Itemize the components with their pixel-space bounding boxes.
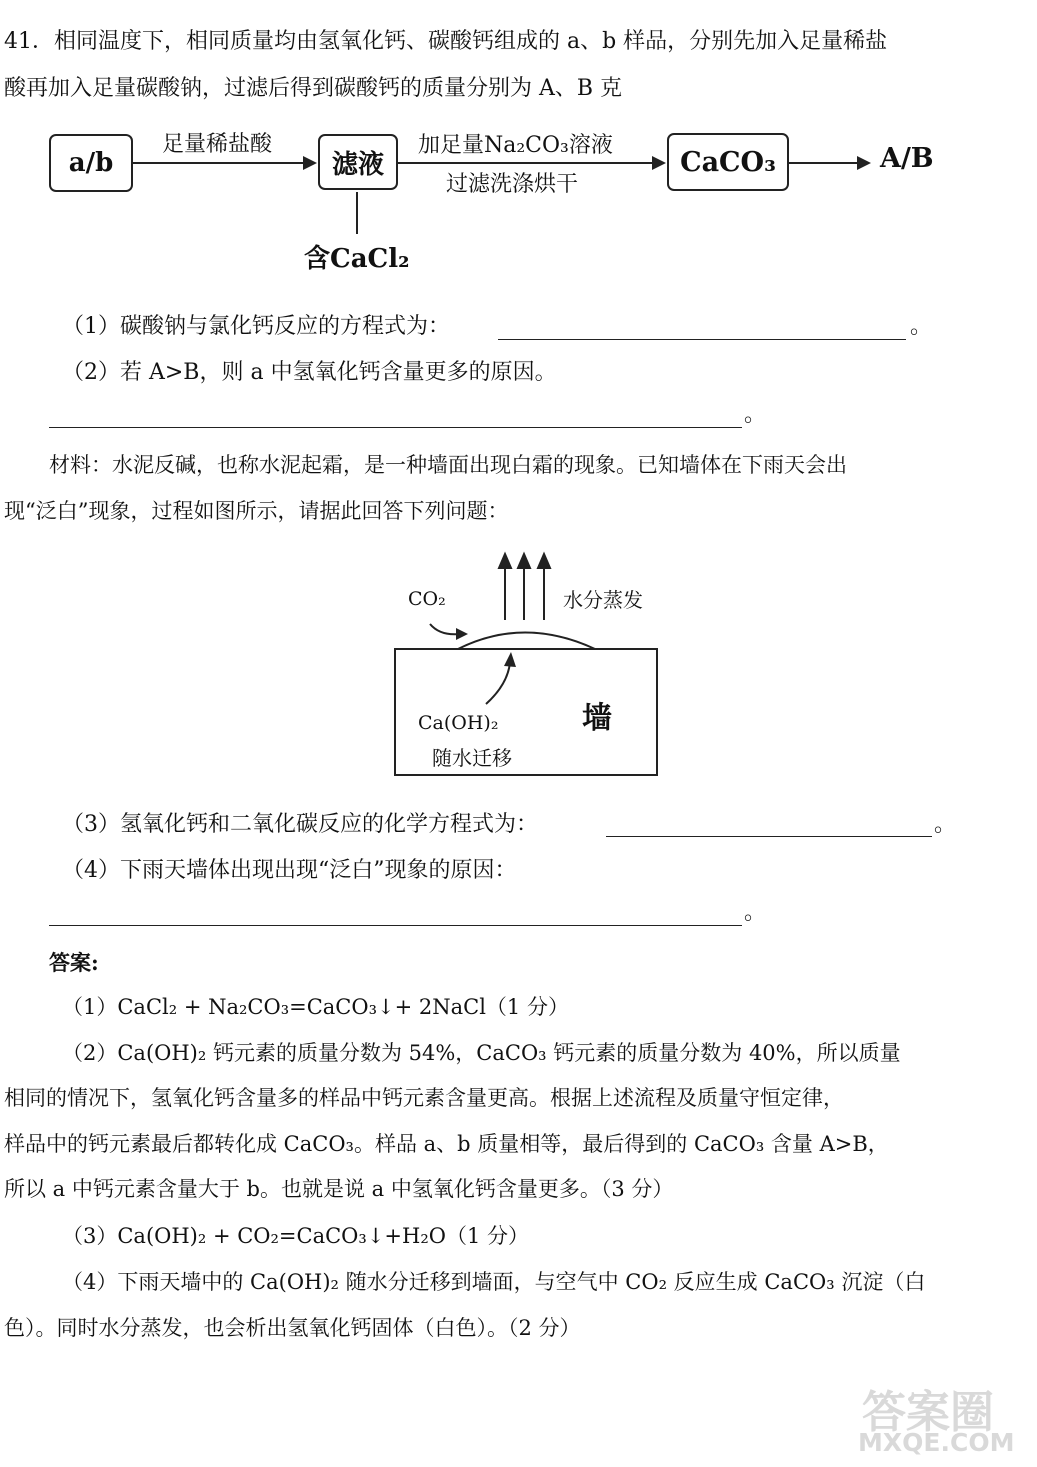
flow-arrow-2-label-top: 加足量Na₂CO₃溶液: [418, 133, 613, 158]
sub-question-3-end: 。: [934, 812, 957, 837]
watermark-url: MXQE.COM: [858, 1428, 1015, 1457]
answer-heading: 答案:: [49, 950, 99, 975]
co2-label: CO₂: [408, 588, 446, 610]
watermark-logo: 答案圈: [862, 1387, 994, 1438]
answer-blank-2[interactable]: [49, 427, 742, 428]
sub-question-3: （3）氢氧化钙和二氧化碳反应的化学方程式为：: [62, 812, 538, 837]
wall-label: 墙: [582, 701, 612, 736]
flow-arrow-2-head: [652, 156, 666, 170]
answer-2-line-2: 相同的情况下，氢氧化钙含量多的样品中钙元素含量更高。根据上述流程及质量守恒定律，: [4, 1086, 844, 1110]
answer-4-line-1: （4）下雨天墙中的 Ca(OH)₂ 随水分迁移到墙面，与空气中 CO₂ 反应生成 CaCO₃ 沉淀（白: [62, 1270, 926, 1294]
sub-question-4: （4）下雨天墙体出现出现“泛白”现象的原因：: [62, 858, 517, 883]
flow-arrow-3-head: [857, 156, 871, 170]
answer-blank-3[interactable]: [606, 836, 932, 837]
answer-2-line-1: （2）Ca(OH)₂ 钙元素的质量分数为 54%，CaCO₃ 钙元素的质量分数为 40%，所以质量: [62, 1041, 901, 1065]
sub-question-1: （1）碳酸钠与氯化钙反应的方程式为：: [62, 314, 450, 339]
question-line-1: 41．相同温度下，相同质量均由氢氧化钙、碳酸钙组成的 a、b 样品，分别先加入足量稀盐: [4, 29, 888, 54]
flow-box-sample: a/b: [49, 134, 133, 192]
sub-question-2: （2）若 A>B，则 a 中氢氧化钙含量更多的原因。: [62, 360, 557, 385]
flow-result: A/B: [880, 143, 934, 174]
answer-blank-4[interactable]: [49, 925, 742, 926]
migrate-label: 随水迁移: [432, 746, 512, 770]
flow-arrow-2: [398, 162, 652, 164]
flow-box-caco3: CaCO₃: [667, 133, 789, 191]
flow-box-filtrate: 滤液: [318, 134, 398, 190]
answer-blank-1[interactable]: [498, 339, 906, 340]
material-line-1: 材料：水泥反碱，也称水泥起霜，是一种墙面出现白霜的现象。已知墙体在下雨天会出: [49, 453, 847, 477]
sub-question-2-end: 。: [744, 402, 767, 427]
caoh2-label: Ca(OH)₂: [418, 712, 499, 734]
flow-arrow-2-label-bottom: 过滤洗涤烘干: [446, 172, 579, 197]
flow-arrow-3: [789, 162, 857, 164]
sub-question-4-end: 。: [744, 900, 767, 925]
flow-branch-label: 含CaCl₂: [304, 244, 410, 274]
flow-arrow-1-label: 足量稀盐酸: [162, 132, 273, 157]
answer-2-line-4: 所以 a 中钙元素含量大于 b。也就是说 a 中氢氧化钙含量更多。（3 分）: [4, 1177, 674, 1201]
material-line-2: 现“泛白”现象，过程如图所示，请据此回答下列问题：: [4, 499, 509, 523]
flow-arrow-1: [133, 162, 303, 164]
sub-question-1-end: 。: [910, 314, 933, 339]
answer-1: （1）CaCl₂ + Na₂CO₃=CaCO₃↓+ 2NaCl（1 分）: [62, 995, 569, 1019]
question-line-2: 酸再加入足量碳酸钠，过滤后得到碳酸钙的质量分别为 A、B 克: [4, 76, 623, 101]
answer-3: （3）Ca(OH)₂ + CO₂=CaCO₃↓+H₂O（1 分）: [62, 1224, 529, 1248]
flow-arrow-1-head: [303, 156, 317, 170]
answer-2-line-3: 样品中的钙元素最后都转化成 CaCO₃。样品 a、b 质量相等，最后得到的 CaCO₃ 含量 A>B，: [4, 1132, 889, 1156]
evaporation-label: 水分蒸发: [563, 588, 643, 612]
flow-branch-line: [356, 192, 358, 234]
answer-4-line-2: 色）。同时水分蒸发，也会析出氢氧化钙固体（白色）。（2 分）: [4, 1316, 581, 1340]
